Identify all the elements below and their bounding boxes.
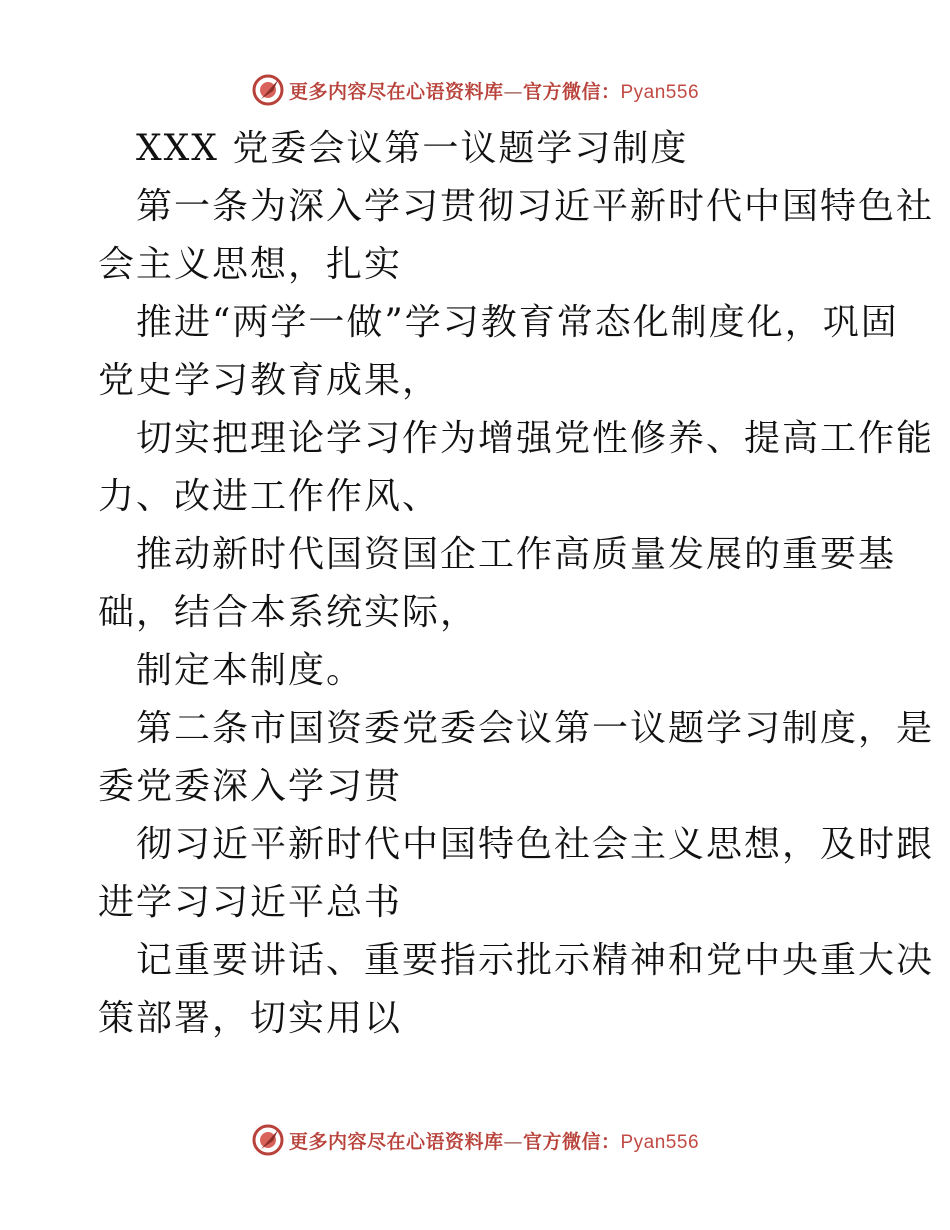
watermark-site: 更多内容尽在心语资料库 — [288, 80, 504, 103]
text-line: 进学习习近平总书 — [98, 882, 403, 923]
text-line: 第一条为深入学习贯彻习近平新时代中国特色社 — [136, 186, 935, 227]
text-line: 会主义思想，扎实 — [98, 244, 403, 285]
text-line: 推进“两学一做”学习教育常态化制度化，巩固 — [136, 302, 899, 343]
text-line: 础，结合本系统实际， — [98, 592, 479, 633]
watermark-official: 官方微信： — [522, 1130, 621, 1153]
document-title: XXX 党委会议第一议题学习制度 — [136, 128, 689, 169]
watermark-wechat-id: Pyan556 — [620, 1131, 700, 1153]
text-line: 党史学习教育成果， — [98, 360, 441, 401]
header-watermark — [0, 70, 950, 110]
watermark-separator: — — [503, 1130, 523, 1153]
watermark-site: 更多内容尽在心语资料库 — [288, 1130, 504, 1153]
text-line: 制定本制度。 — [136, 650, 365, 691]
text-line: 记重要讲话、重要指示批示精神和党中央重大决 — [136, 940, 935, 981]
footer-watermark — [0, 1120, 950, 1160]
watermark-official: 官方微信： — [522, 80, 621, 103]
watermark-separator: — — [503, 80, 523, 103]
quill-circle-logo-icon — [251, 73, 285, 107]
quill-circle-logo-icon — [251, 1123, 285, 1157]
text-line: 委党委深入学习贯 — [98, 766, 403, 807]
text-line: 推动新时代国资国企工作高质量发展的重要基 — [136, 534, 897, 575]
text-line: 第二条市国资委党委会议第一议题学习制度，是 — [136, 708, 935, 749]
watermark-wechat-id: Pyan556 — [620, 81, 700, 103]
document-body — [98, 120, 935, 1048]
watermark-text — [289, 1127, 699, 1154]
watermark-text — [289, 77, 699, 104]
text-line: 力、改进工作作风、 — [98, 476, 441, 517]
text-line: 彻习近平新时代中国特色社会主义思想，及时跟 — [136, 824, 935, 865]
text-line: 切实把理论学习作为增强党性修养、提高工作能 — [136, 418, 935, 459]
text-line: 策部署，切实用以 — [98, 998, 403, 1039]
